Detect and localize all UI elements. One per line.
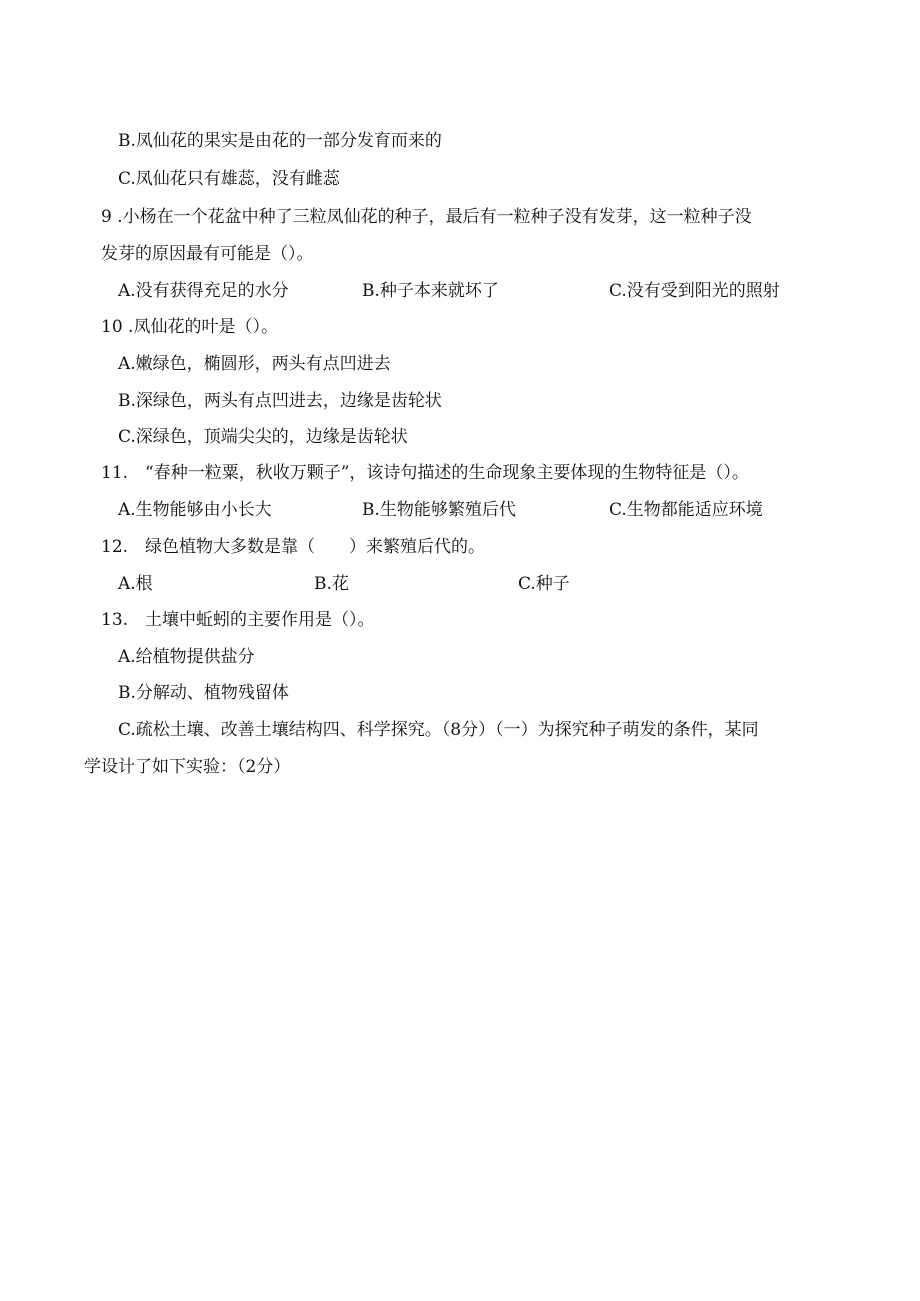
q13-option-a: A.给植物提供盐分 [118,647,255,667]
q9-option-b: B.种子本来就坏了 [362,281,499,301]
q11-option-a: A.生物能够由小长大 [118,500,272,520]
q13-option-b: B.分解动、植物残留体 [118,683,289,703]
q9-stem-line1: 9 .小杨在一个花盆中种了三粒凤仙花的种子，最后有一粒种子没有发芽，这一粒种子没 [101,207,752,227]
q9-option-a: A.没有获得充足的水分 [118,281,289,301]
q9-option-c: C.没有受到阳光的照射 [609,281,780,301]
q13-stem: 13. 土壤中蚯蚓的主要作用是（）。 [101,610,375,630]
q12-option-a: A.根 [118,574,153,594]
q11-option-c: C.生物都能适应环境 [609,500,763,520]
q10-option-a: A.嫩绿色，椭圆形，两头有点凹进去 [118,354,391,374]
q8-option-b: B.凤仙花的果实是由花的一部分发育而来的 [118,131,442,151]
q12-option-b: B.花 [314,574,349,594]
q13-option-c-line2: 学设计了如下实验：（2分） [84,757,291,777]
q8-option-c: C.凤仙花只有雄蕊，没有雌蕊 [118,169,340,189]
q12-option-c: C.种子 [518,574,570,594]
q11-stem: 11. “春种一粒粟，秋收万颗子”，该诗句描述的生命现象主要体现的生物特征是（）。 [101,463,749,483]
q13-option-c-line1: C.疏松土壤、改善土壤结构四、科学探究。（8分）（一）为探究种子萌发的条件，某同 [118,720,759,740]
q10-option-c: C.深绿色，顶端尖尖的，边缘是齿轮状 [118,427,408,447]
q10-stem: 10 .凤仙花的叶是（）。 [101,317,278,337]
q10-option-b: B.深绿色，两头有点凹进去，边缘是齿轮状 [118,391,442,411]
q11-option-b: B.生物能够繁殖后代 [362,500,516,520]
q12-stem: 12. 绿色植物大多数是靠（ ）来繁殖后代的。 [101,537,486,557]
q9-stem-line2: 发芽的原因最有可能是（）。 [101,244,314,264]
